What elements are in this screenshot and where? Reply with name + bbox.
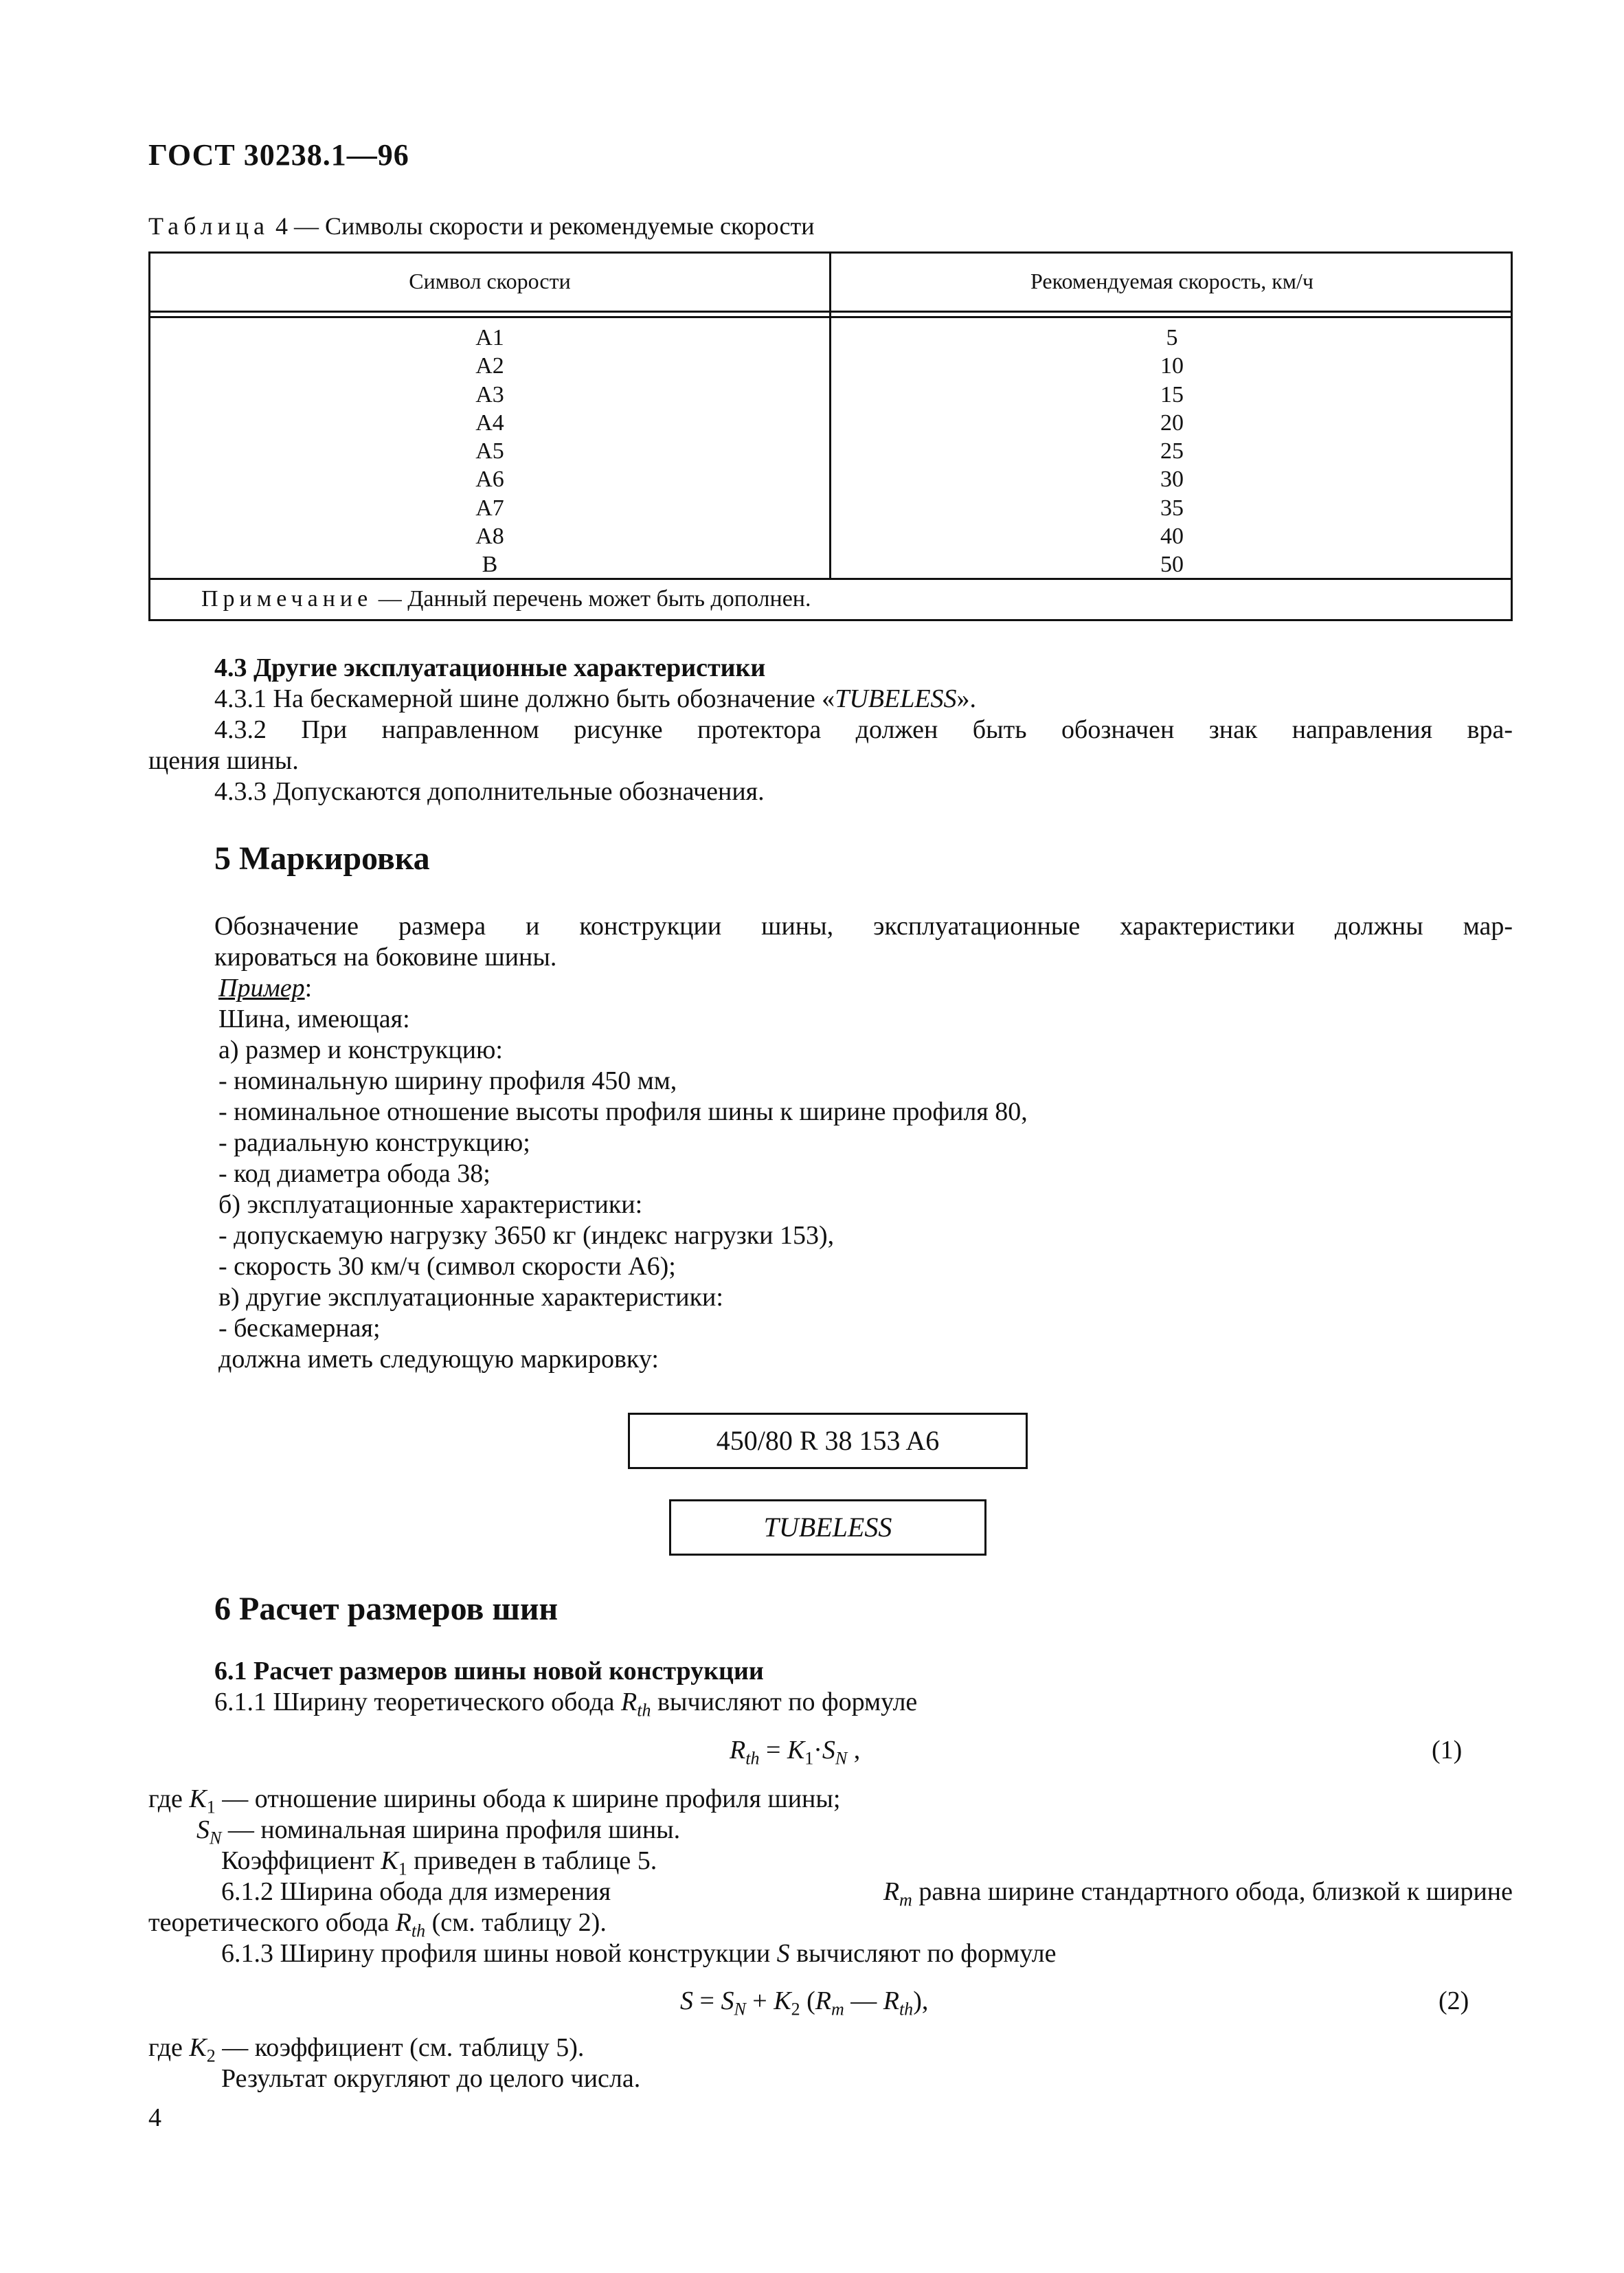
- symbol-subscript: th: [637, 1700, 651, 1721]
- example-line: - радиальную конструкцию;: [218, 1128, 530, 1157]
- paragraph-6-1-2-line2: [148, 1907, 607, 1942]
- paragraph-4-3-1: [214, 684, 976, 714]
- paragraph-text: 4.3.1 На бескамерной шине должно быть обозначение «: [214, 684, 835, 713]
- table-cell: B: [482, 552, 498, 578]
- where-line-3: [148, 2033, 584, 2067]
- example-line: - бескамерная;: [218, 1314, 381, 1343]
- symbol-subscript: 1: [398, 1859, 407, 1879]
- example-line: б) эксплуатационные характеристики:: [218, 1190, 643, 1219]
- example-line: - номинальное отношение высоты профиля шины к ширине профиля 80,: [218, 1097, 1028, 1126]
- example-line: в) другие эксплуатационные характеристики:: [218, 1283, 723, 1312]
- table-header-rule: [150, 311, 1511, 313]
- table-cell: A2: [475, 353, 504, 379]
- table-note: [201, 586, 811, 612]
- document-id: ГОСТ 30238.1—96: [148, 138, 409, 172]
- table-caption-word: Таблица: [148, 212, 269, 240]
- table-cell: A5: [475, 438, 504, 464]
- table-cell: A8: [475, 524, 504, 550]
- section-4-3-title: 4.3 Другие эксплуатационные характеристики: [214, 653, 766, 682]
- table-header-symbol: Символ скорости: [409, 269, 571, 293]
- paragraph-text: вычисляют по формуле: [651, 1688, 918, 1716]
- table-cell: A6: [475, 467, 504, 493]
- table-cell: 40: [1160, 524, 1184, 550]
- example-line: Шина, имеющая:: [218, 1005, 410, 1033]
- example-line: - скорость 30 км/ч (символ скорости A6);: [218, 1252, 676, 1281]
- table-note-text: — Данный перечень может быть дополнен.: [372, 586, 811, 612]
- symbol: K: [189, 1784, 207, 1813]
- formula-1: $R_{th} = K_1\cdot S_N$ ,: [730, 1736, 861, 1769]
- example-line: - код диаметра обода 38;: [218, 1159, 490, 1188]
- paragraph-text: (см. таблицу 2).: [425, 1908, 607, 1937]
- table-caption-text: 4 — Символы скорости и рекомендуемые скорости: [269, 212, 815, 240]
- paragraph-text: Коэффициент: [221, 1846, 381, 1875]
- section-6-1-title: 6.1 Расчет размеров шины новой конструкции: [214, 1657, 764, 1686]
- paragraph-text: — коэффициент (см. таблицу 5).: [215, 2033, 585, 2062]
- table-cell: A4: [475, 410, 504, 436]
- paragraph-text: где: [148, 1784, 190, 1813]
- example-label: [218, 973, 312, 1003]
- paragraph-text: равна ширине стандартного обода, близкой к ширине: [912, 1877, 1513, 1906]
- table-cell: A3: [475, 381, 504, 407]
- paragraph-text: приведен в таблице 5.: [407, 1846, 657, 1875]
- table-cell: 30: [1160, 467, 1184, 493]
- paragraph-6-1-1: [214, 1687, 917, 1721]
- symbol-subscript: N: [210, 1828, 222, 1848]
- paragraph-text: ».: [956, 684, 977, 713]
- table-column-symbols: [150, 324, 829, 579]
- paragraph-text: 6.1.2 Ширина обода для измерения: [221, 1877, 611, 1906]
- symbol-subscript: 1: [206, 1797, 216, 1817]
- symbol: K: [189, 2033, 207, 2062]
- formula-1-number: (1): [1432, 1736, 1463, 1765]
- coefficient-line: [221, 1846, 657, 1880]
- paragraph-6-1-3: [221, 1938, 1056, 1969]
- table-note-word: Примечание: [201, 586, 373, 612]
- paragraph-text: вычисляют по формуле: [789, 1939, 1057, 1968]
- symbol: R: [395, 1908, 411, 1937]
- table-cell: 50: [1160, 552, 1184, 578]
- paragraph-text: теоретического обода: [148, 1908, 396, 1937]
- table-column-speeds: [831, 324, 1513, 579]
- symbol: R: [883, 1877, 900, 1906]
- example-word: Пример: [218, 974, 305, 1003]
- symbol: R: [621, 1688, 638, 1716]
- table-cell: 20: [1160, 410, 1184, 436]
- table-header-speed: Рекомендуемая скорость, км/ч: [1030, 269, 1313, 293]
- result-line: Результат округляют до целого числа.: [221, 2064, 641, 2093]
- where-line-1: [148, 1784, 840, 1818]
- example-colon: :: [304, 974, 313, 1003]
- section-6-title: 6 Расчет размеров шин: [214, 1591, 559, 1627]
- paragraph-text: — отношение ширины обода к ширине профиля шины;: [215, 1784, 841, 1813]
- tubeless-box: TUBELESS: [669, 1499, 986, 1556]
- formula-2-number: (2): [1439, 1986, 1469, 2015]
- example-line: должна иметь следующую маркировку:: [218, 1345, 659, 1374]
- paragraph-6-1-2-line1: [221, 1877, 1513, 1911]
- symbol-subscript: m: [899, 1890, 912, 1910]
- table-caption: [148, 212, 815, 240]
- table-cell: 35: [1160, 495, 1184, 521]
- paragraph-text: — номинальная ширина профиля шины.: [221, 1815, 681, 1844]
- symbol: S: [776, 1939, 790, 1968]
- paragraph-4-3-2-line1: 4.3.2 При направленном рисунке протектора должен быть обозначен знак направления вра-: [214, 715, 1513, 744]
- paragraph-4-3-2-line2: щения шины.: [148, 746, 299, 775]
- table-cell: A7: [475, 495, 504, 521]
- paragraph-4-3-3: 4.3.3 Допускаются дополнительные обозначения.: [214, 777, 765, 806]
- table-cell: 15: [1160, 381, 1184, 407]
- section-5-intro-line2: кироваться на боковине шины.: [214, 943, 557, 972]
- where-line-2: [196, 1815, 680, 1849]
- example-line: - номинальную ширину профиля 450 мм,: [218, 1066, 677, 1095]
- section-5-title: 5 Маркировка: [214, 840, 430, 877]
- page-number: 4: [148, 2103, 161, 2132]
- example-line: - допускаемую нагрузку 3650 кг (индекс нагрузки 153),: [218, 1221, 835, 1250]
- speed-symbol-table: [148, 251, 1513, 621]
- tubeless-term: TUBELESS: [835, 684, 957, 713]
- marking-box: 450/80 R 38 153 A6: [628, 1413, 1028, 1469]
- table-cell: 5: [1166, 325, 1178, 350]
- symbol-subscript: th: [411, 1921, 426, 1941]
- paragraph-text: 6.1.3 Ширину профиля шины новой конструкции: [221, 1939, 777, 1968]
- formula-2: $S = S_N + K_2$ ($R_m$ — $R_{th}$),: [680, 1986, 929, 2019]
- paragraph-text: 6.1.1 Ширину теоретического обода: [214, 1688, 615, 1716]
- section-5-intro-line1: Обозначение размера и конструкции шины, эксплуатационные характеристики должны мар-: [214, 912, 1513, 941]
- example-line: а) размер и конструкцию:: [218, 1035, 503, 1064]
- table-header-rule-double: [150, 316, 1511, 318]
- table-cell: A1: [475, 325, 504, 350]
- table-cell: 25: [1160, 438, 1184, 464]
- table-cell: 10: [1160, 353, 1184, 379]
- paragraph-text: где: [148, 2033, 190, 2062]
- symbol-subscript: 2: [206, 2046, 216, 2066]
- symbol: S: [196, 1815, 210, 1844]
- symbol: K: [381, 1846, 398, 1875]
